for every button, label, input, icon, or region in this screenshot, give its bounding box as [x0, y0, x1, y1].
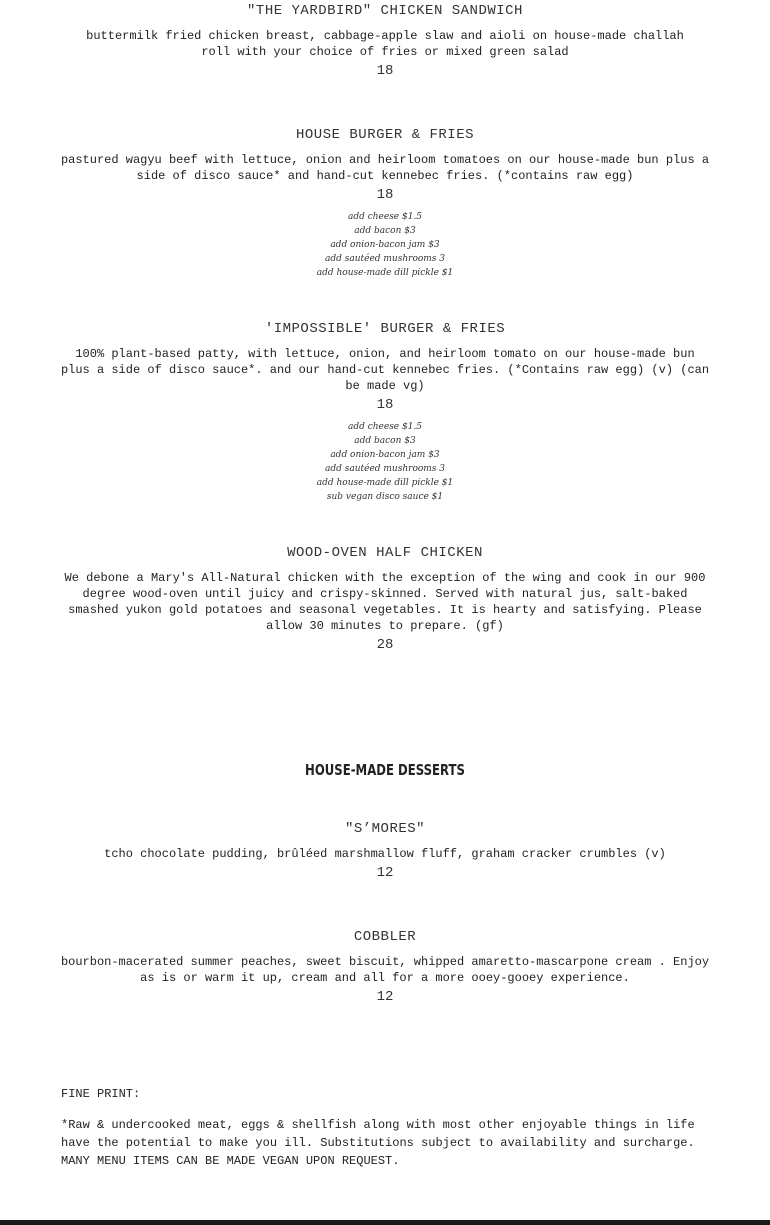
addon-list	[60, 210, 710, 280]
addon-item: add cheese $1.5	[347, 422, 423, 432]
item-name: 'IMPOSSIBLE' BURGER & FRIES	[264, 321, 506, 337]
addon-item: add bacon $3	[354, 436, 416, 446]
fine-print-text	[61, 1116, 721, 1170]
item-price: 12	[376, 989, 394, 1005]
menu-item-yardbird-sandwich	[60, 2, 710, 80]
item-price: 28	[376, 637, 394, 653]
addon-item: add sautéed mushrooms 3	[324, 254, 446, 264]
addon-item: add onion-bacon jam $3	[330, 450, 440, 460]
item-name: WOOD-OVEN HALF CHICKEN	[287, 545, 483, 561]
addon-list	[60, 420, 710, 504]
fine-print-line: *Raw & undercooked meat, eggs & shellfish along with most other enjoyable things in life	[61, 1118, 695, 1132]
item-name: "THE YARDBIRD" CHICKEN SANDWICH	[247, 3, 523, 19]
menu-item-cobbler	[60, 928, 710, 1006]
menu-item-smores	[60, 820, 710, 882]
fine-print-line: have the potential to make you ill. Substitutions subject to availability and surcharge.	[61, 1136, 695, 1150]
addon-item: add onion-bacon jam $3	[330, 240, 440, 250]
item-description: bourbon-macerated summer peaches, sweet biscuit, whipped amaretto-mascarpone cream . Enjoy as is or warm it up, cream and all for a more ooey-gooey experience.	[60, 955, 710, 985]
menu-item-impossible-burger	[60, 320, 710, 504]
addon-item: add bacon $3	[354, 226, 416, 236]
item-description: We debone a Mary's All-Natural chicken with the exception of the wing and cook in our 900 degree wood-oven until juicy and crispy-skinned. Served with natural jus, salt-baked smashed yukon gold potatoes and seasonal vegetables. It is hearty and satisfying. Please allow 30 minutes to prepare. (gf)	[64, 571, 706, 633]
fine-print	[61, 1086, 721, 1170]
fine-print-line: MANY MENU ITEMS CAN BE MADE VEGAN UPON REQUEST.	[61, 1154, 400, 1168]
item-name: HOUSE BURGER & FRIES	[295, 127, 475, 143]
item-price: 18	[376, 397, 394, 413]
addon-item: add house-made dill pickle $1	[316, 478, 454, 488]
page-bottom-bar	[0, 1220, 770, 1225]
addon-item: add sautéed mushrooms 3	[324, 464, 446, 474]
item-name: COBBLER	[353, 929, 417, 945]
item-price: 12	[376, 865, 394, 881]
addon-item: add house-made dill pickle $1	[316, 268, 454, 278]
item-price: 18	[376, 187, 394, 203]
desserts-section-title: HOUSE-MADE DESSERTS	[305, 761, 465, 779]
item-description: pastured wagyu beef with lettuce, onion and heirloom tomatoes on our house-made bun plus a side of disco sauce* and hand-cut kennebec fries. (*contains raw egg)	[60, 153, 710, 183]
item-description: buttermilk fried chicken breast, cabbage-apple slaw and aioli on house-made challah roll with your choice of fries or mixed green salad	[86, 29, 684, 59]
item-name: "S’MORES"	[344, 821, 426, 837]
addon-item: sub vegan disco sauce $1	[326, 492, 444, 502]
addon-item: add cheese $1.5	[347, 212, 423, 222]
item-price: 18	[376, 63, 394, 79]
item-description: 100% plant-based patty, with lettuce, onion, and heirloom tomato on our house-made bun plus a side of disco sauce*. and our hand-cut kennebec fries. (*Contains raw egg) (v) (can be made vg)	[60, 347, 710, 393]
item-description: tcho chocolate pudding, brûléed marshmallow fluff, graham cracker crumbles (v)	[104, 847, 666, 861]
menu-item-house-burger	[60, 126, 710, 280]
menu-item-half-chicken	[60, 544, 710, 654]
fine-print-label: FINE PRINT:	[61, 1087, 141, 1101]
